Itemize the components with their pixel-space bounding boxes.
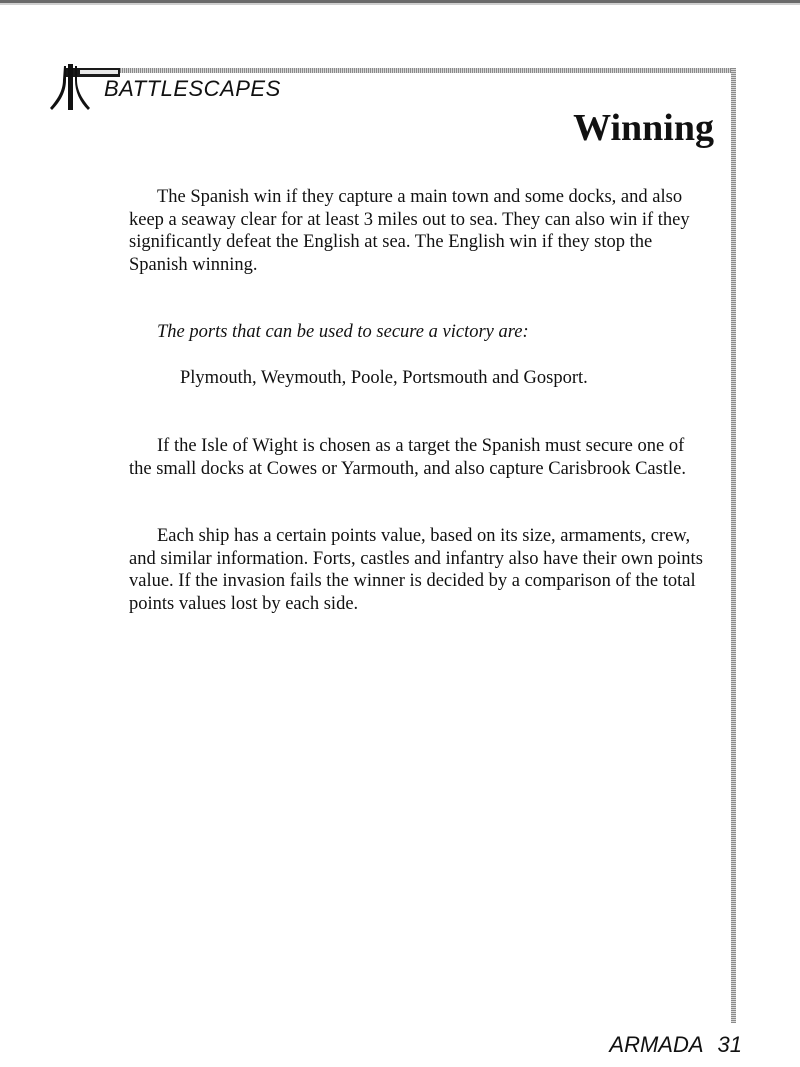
paragraph-isle-of-wight: If the Isle of Wight is chosen as a target the Spanish must secure one of the small docks at Cowes or Yarmouth, and also capture Carisbrook Castle. <box>129 436 686 479</box>
page-top-shadow <box>0 3 800 5</box>
paragraph-ports-intro: The ports that can be used to secure a victory are: <box>157 322 529 342</box>
section-label: BATTLESCAPES <box>104 76 281 101</box>
frame-right-border <box>731 68 736 1023</box>
frame-top-border <box>118 68 736 73</box>
paragraph-points-value: Each ship has a certain points value, based on its size, armaments, crew, and similar information. Forts, castles and infantry also have their own points value. If the invasion fails the winner is decided by a comparison of the total points values lost by each side. <box>129 526 703 614</box>
logo-left-curve <box>50 66 66 110</box>
logo-center-stem <box>68 64 73 110</box>
page-title: Winning <box>573 107 714 149</box>
logo-band-highlight <box>80 70 118 74</box>
footer-title: ARMADA <box>609 1032 704 1057</box>
body-text <box>129 186 709 615</box>
paragraph-ports-list: Plymouth, Weymouth, Poole, Portsmouth and Gosport. <box>180 367 588 388</box>
page-footer <box>609 1032 742 1058</box>
page-number: 31 <box>717 1032 742 1057</box>
paragraph-win-conditions: The Spanish win if they capture a main town and some docks, and also keep a seaway clear for at least 3 miles out to sea. They can also win if they significantly defeat the English at sea. The English win if they stop the Spanish winning. <box>129 187 690 275</box>
